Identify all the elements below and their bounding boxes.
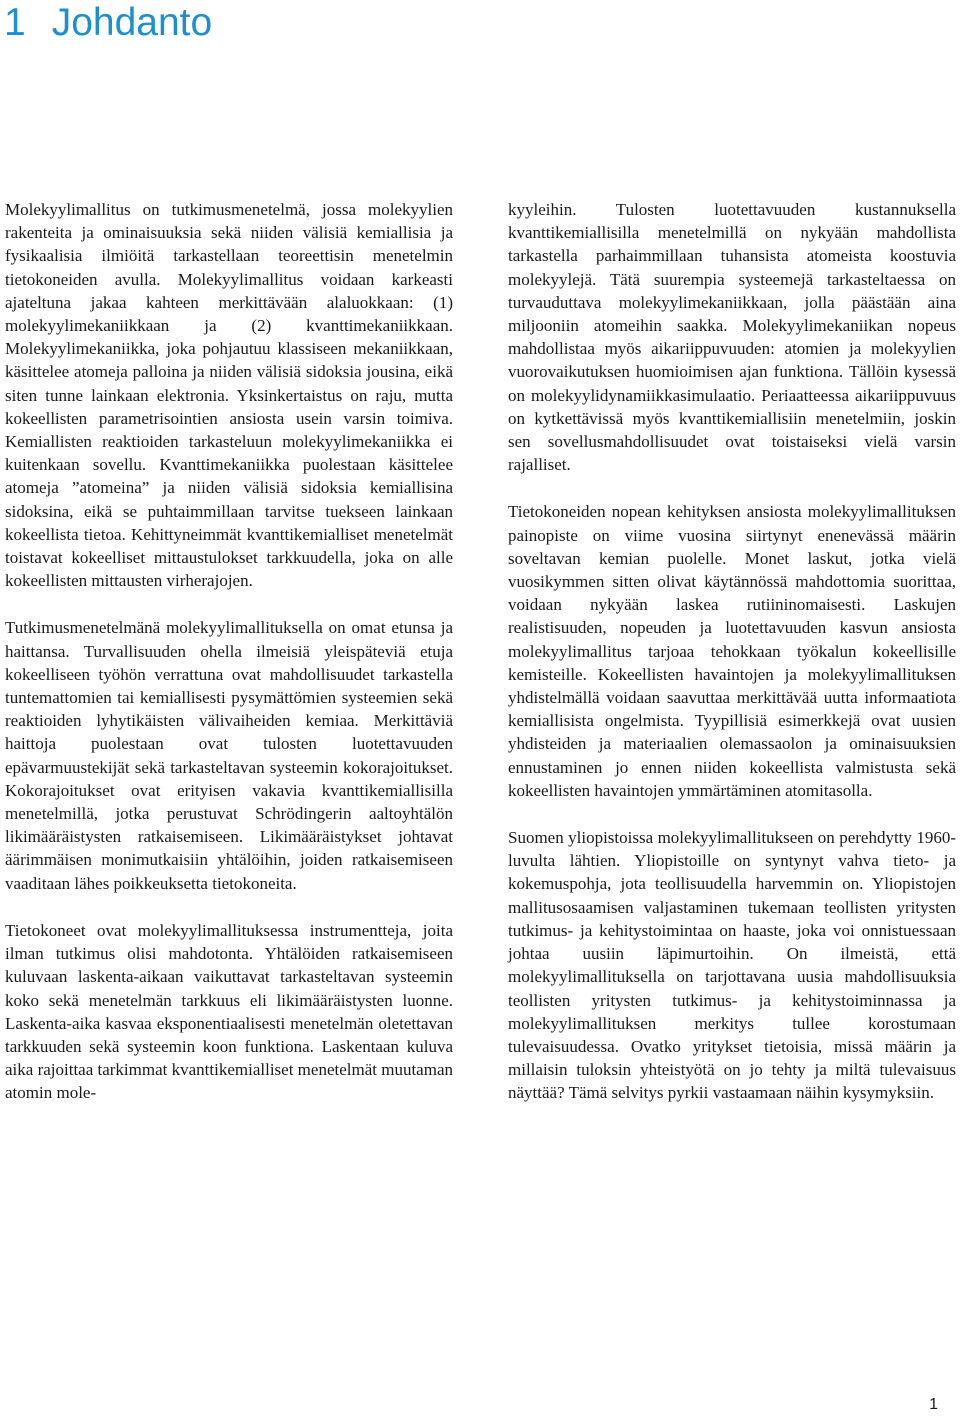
chapter-title	[4, 0, 212, 46]
paragraph: Molekyylimallitus on tutkimusmenetelmä, jossa molekyylien rakenteita ja ominaisuuksia sekä niiden välisiä kemiallisia ja fysikaalisia ilmiöitä tarkastellaan teoreettisin menetelmin tietokoneiden avulla. Molekyylimallitus voidaan karkeasti ajateltuna jakaa kahteen merkittävään alaluokkaan: (1) molekyylimekaniikkaan ja (2) kvanttimekaniikkaan. Molekyylimekaniikka, joka pohjautuu klassiseen mekaniikkaan, käsittelee atomeja palloina ja niiden välisiä sidoksia jousina, eikä siten tunne lainkaan elektronia. Yksinkertaistus on raju, mutta kokeellisten parametrisointien ansiosta usein varsin toimiva. Kemiallisten reaktioiden tarkasteluun molekyylimekaniikka ei kuitenkaan sovellu. Kvanttimekaniikka puolestaan käsittelee atomeja ”atomeina” ja niiden välisiä sidoksia kemiallisina sidoksina, eikä se puhtaimmillaan tarvitse tuekseen lainkaan kokeellista tietoa. Kehittyneimmät kvanttikemialliset menetelmät toistavat kokeelliset mittaustulokset tarkkuudella, joka on alle kokeellisten mittausten virherajojen.	[5, 200, 453, 591]
chapter-number: 1	[4, 1, 26, 44]
paragraph: Tutkimusmenetelmänä molekyylimallituksella on omat etunsa ja haittansa. Turvallisuuden ohella ilmeisiä yleispäteviä etuja kokeelliseen työhön verrattuna ovat mahdollisuudet tarkastella tuntemattomien tai kemiallisesti pysymättömien systeemien sekä reaktioiden lyhytikäisten välivaiheiden kemiaa. Merkittäviä haittoja puolestaan ovat tulosten luotettavuuden epävarmuustekijät sekä tarkasteltavan systeemin kokorajoitukset. Kokorajoitukset ovat erityisen vakavia kvanttikemiallisilla menetelmillä, jotka perustuvat Schrödingerin aaltoyhtälön likimääräistysten ratkaisemiseen. Likimääräistykset johtavat äärimmäisen monimutkaisiin yhtälöihin, joiden ratkaisemiseen vaaditaan lähes poikkeuksetta tietokoneita.	[5, 618, 453, 893]
right-column	[508, 198, 956, 1129]
paragraph: kyyleihin. Tulosten luotettavuuden kustannuksella kvanttikemiallisilla menetelmillä on nykyään mahdollista tarkastella parhaimmillaan tuhansista atomeista koostuvia molekyylejä. Tätä suurempia systeemejä tarkasteltaessa on turvauduttava molekyylimekaniikkaan, jolla päästään aina miljooniin atomeihin saakka. Molekyylimekaniikan nopeus mahdollistaa myös aikariippuvuuden: atomien ja molekyylien vuorovaikutuksen huomioimisen ajan funktiona. Tällöin kysessä on molekyylidynamiikkasimulaatio. Periaatteessa aikariippuvuus on kytkettävissä myös kvanttikemiallisiin menetelmiin, joskin sen sovellusmahdollisuudet ovat toistaiseksi vielä varsin rajalliset.	[508, 200, 956, 475]
paragraph: Suomen yliopistoissa molekyylimallitukseen on perehdytty 1960-luvulta lähtien. Yliopistoille on syntynyt vahva tieto- ja kokemuspohja, jota teollisuudella harvemmin on. Yliopistojen mallitusosaamisen valjastaminen tukemaan teollisten yritysten tutkimus- ja kehitystoimintaa on haaste, joka voi onnistuessaan johtaa uusiin läpimurtoihin. On ilmeistä, että molekyylimallituksella on tarjottavana uusia mahdollisuuksia teollisten yritysten tutkimus- ja kehitystoiminnassa ja molekyylimallituksen merkitys tullee korostumaan tulevaisuudessa. Ovatko yritykset tietoisia, missä määrin ja millaisin tuloksin yhteistyötä on jo tehty ja miltä tulevaisuus näyttää? Tämä selvitys pyrkii vastaamaan näihin kysymyksiin.	[508, 828, 956, 1103]
paragraph: Tietokoneet ovat molekyylimallituksessa instrumentteja, joita ilman tutkimus olisi mahdotonta. Yhtälöiden ratkaisemiseen kuluvaan laskenta-aikaan vaikuttavat tarkasteltavan systeemin koko sekä menetelmän tarkkuus eli likimääräistysten luonne. Laskenta-aika kasvaa eksponentiaalisesti menetelmän oletettavan tarkkuuden sekä systeemin koon funktiona. Laskentaan kuluva aika rajoittaa tarkimmat kvanttikemialliset menetelmät muutaman atomin mole-	[5, 920, 453, 1103]
left-column	[5, 198, 453, 1129]
chapter-title-text: Johdanto	[51, 1, 213, 44]
paragraph: Tietokoneiden nopean kehityksen ansiosta molekyylimallituksen painopiste on viime vuosina siirtynyt enenevässä määrin soveltavan kemian puolelle. Monet laskut, jotka vielä vuosikymmen sitten olivat käytännössä mahdottomia suorittaa, voidaan nykyään laskea rutiininomaisesti. Laskujen realistisuuden, nopeuden ja luotettavuuden kasvun ansiosta molekyylimallitus tarjoaa tehokkaan työkalun kokeellisille kemisteille. Kokeellisten havaintojen ja molekyylimallituksen yhdistelmällä voidaan saavuttaa merkittävää uutta informaatiota kemiallisista ongelmista. Tyypillisiä esimerkkejä ovat uusien yhdisteiden ja materiaalien olemassaolon ja ominaisuuksien ennustaminen jo ennen niiden kokeellista valmistusta sekä kokeellisten havaintojen ymmärtäminen atomitasolla.	[508, 502, 956, 800]
page-number: 1	[929, 1396, 938, 1413]
